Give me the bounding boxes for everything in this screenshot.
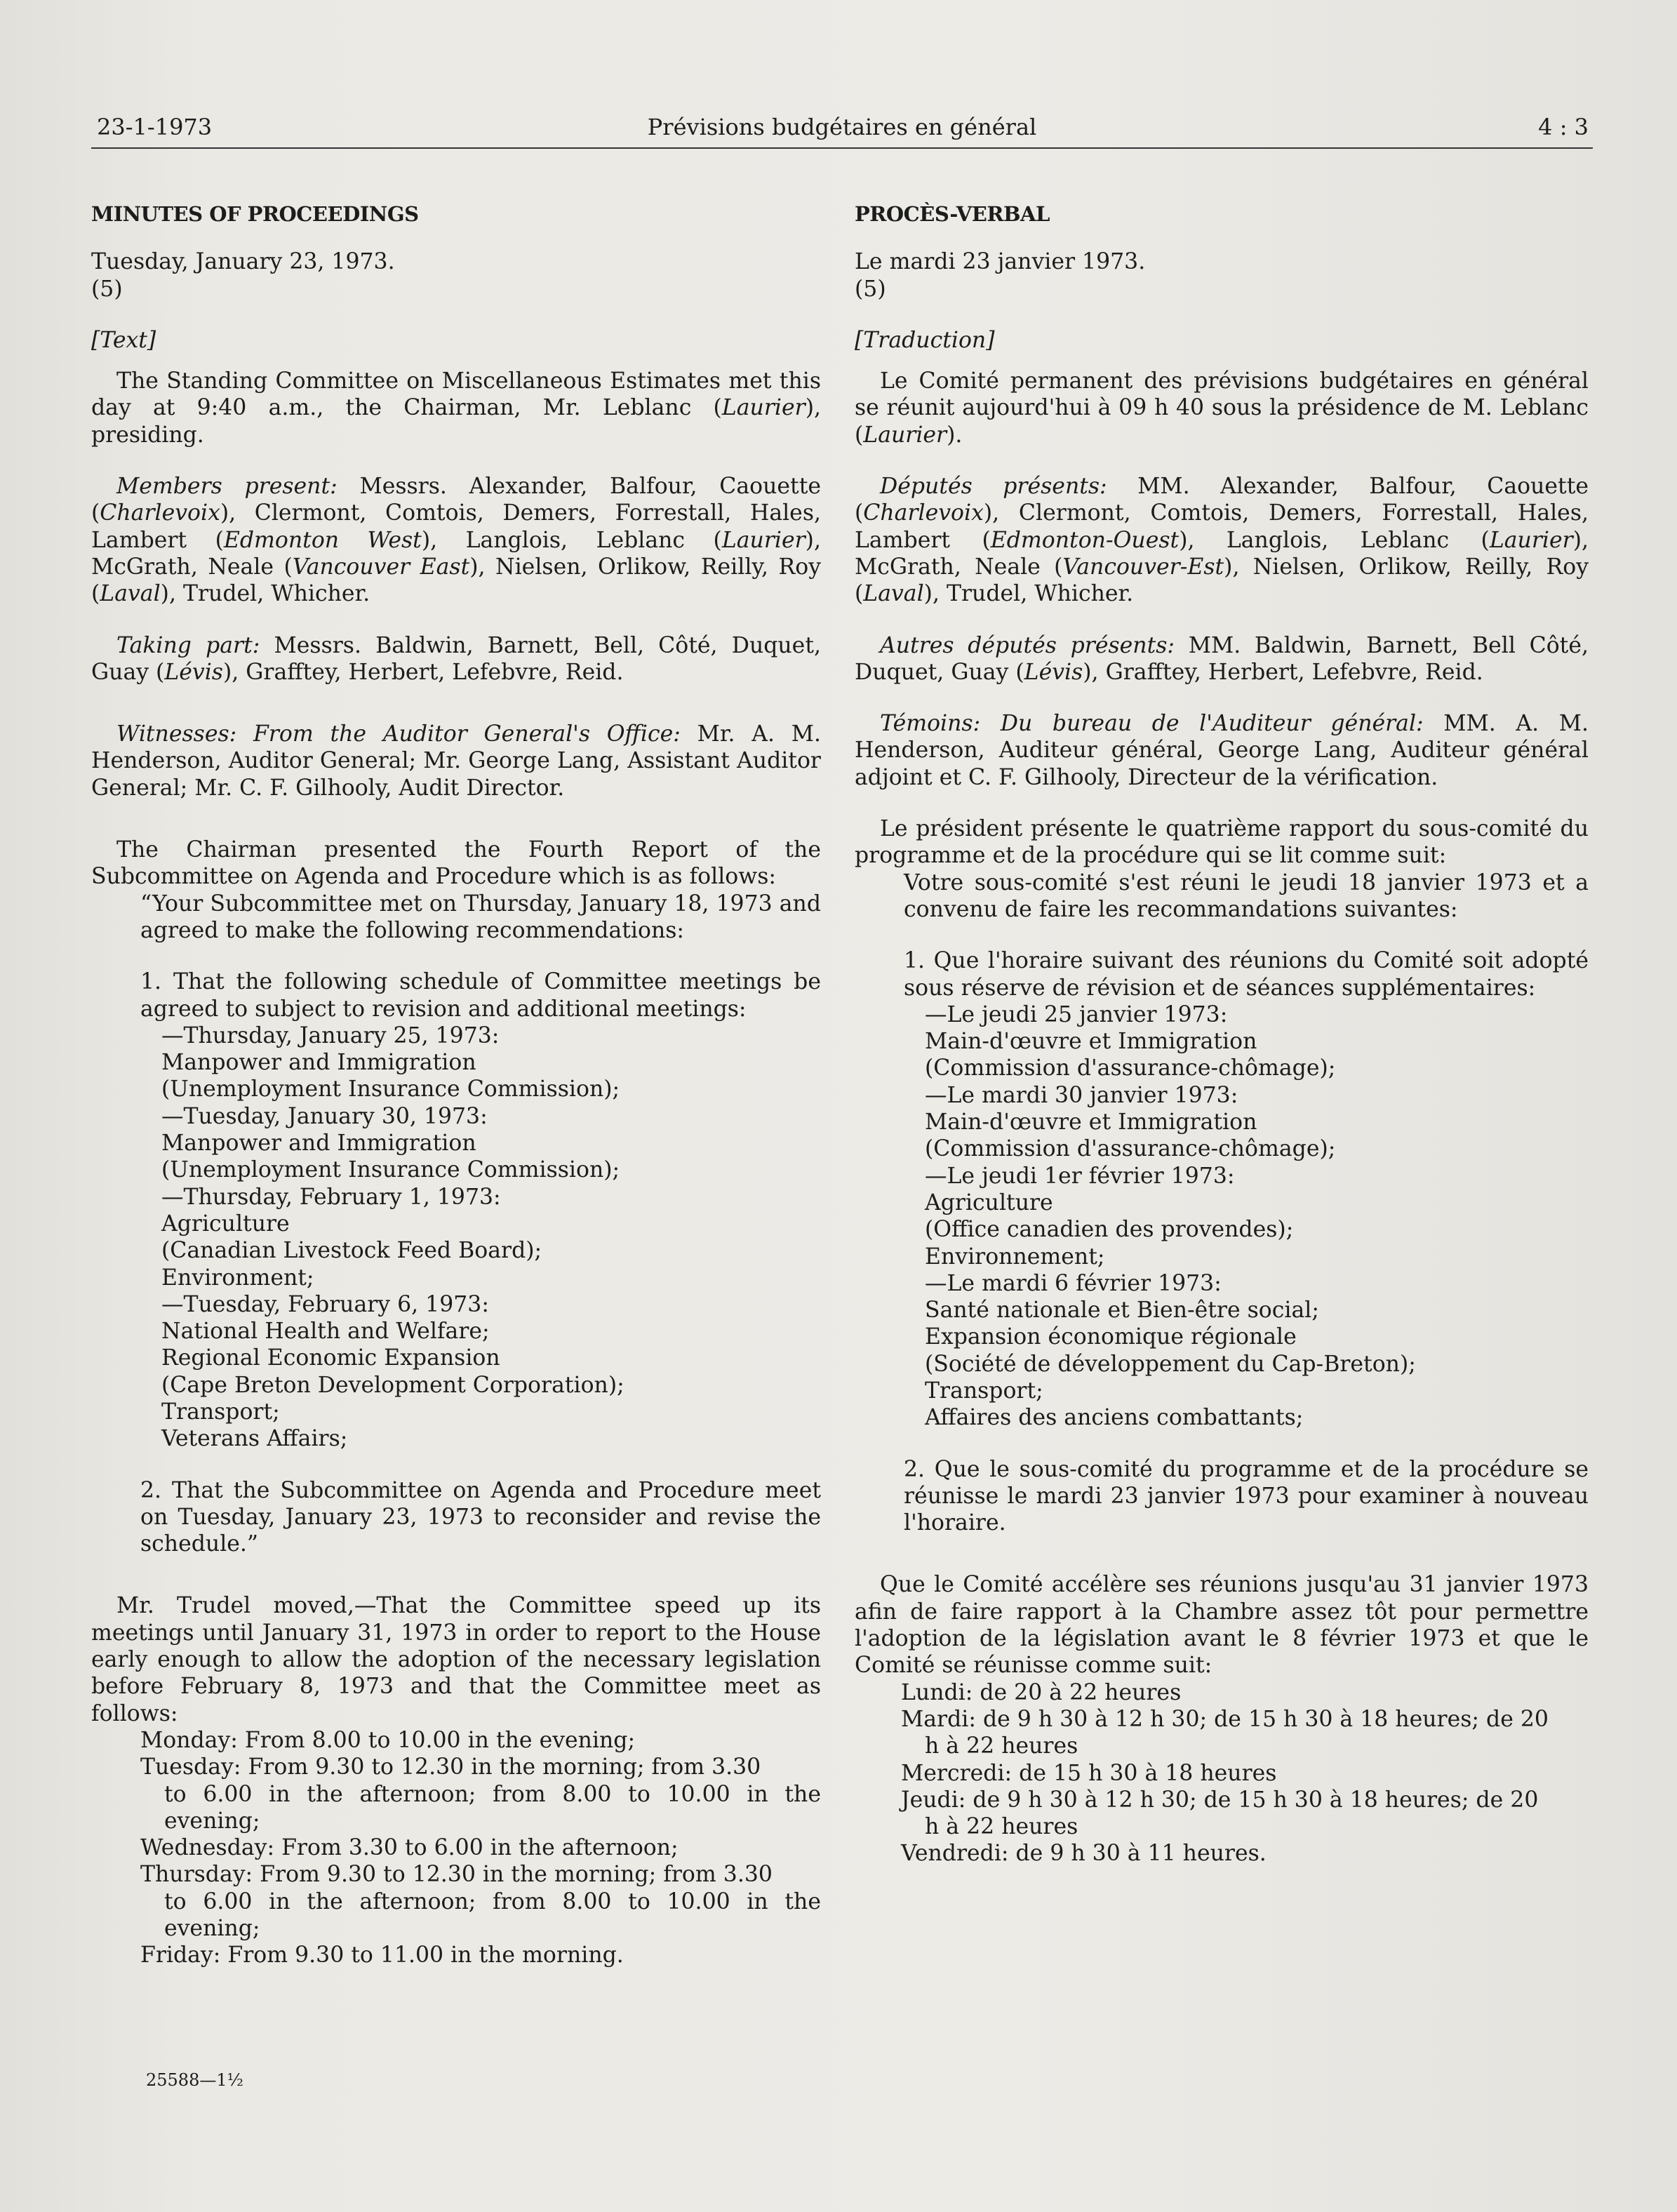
french-witnesses: Témoins: Du bureau de l'Auditeur général: MM. A. M. Henderson, Auditeur général, George Lang, Auditeur général adjoint et C. F. Gilhooly, Directeur de la vérification. [855,711,1589,790]
french-report-intro: Le président présente le quatrième rapport du sous-comité du programme et de la procédure qui se lit comme suit: [855,816,1589,869]
english-members-present: Members present: Messrs. Alexander, Balfour, Caouette (Charlevoix), Clermont, Comtois, Demers, Forrestall, Hales, Lambert (Edmonton West), Langlois, Leblanc (Laurier), McGrath, Neale (Vancouver East), Nielsen, Orlikow, Reilly, Roy (Laval), Trudel, Whicher. [91,474,821,607]
schedule-line: —Le mardi 30 janvier 1973: [925,1082,1238,1108]
meeting-time: Tuesday: From 9.30 to 12.30 in the morning; from 3.30 to 6.00 in the afternoon; from 8.00 to 10.00 in the evening; [140,1754,821,1834]
page-header [91,111,1593,149]
english-motion: Mr. Trudel moved,—That the Committee speed up its meetings until January 31, 1973 in order to report to the House early enough to allow the adoption of the necessary legislation before February 8, 1973 and that the Committee meet as follows: [91,1593,821,1726]
schedule-line: National Health and Welfare; [161,1319,490,1345]
english-meeting-times [140,1727,821,1969]
french-meeting-times [901,1679,1589,1867]
french-heading: PROCÈS-VERBAL [855,202,1050,226]
schedule-line: —Le mardi 6 février 1973: [925,1270,1222,1296]
schedule-line: —Le jeudi 25 janvier 1973: [925,1001,1228,1027]
french-recommendation-2: 2. Que le sous-comité du programme et de la procédure se réunisse le mardi 23 janvier 1973 pour examiner à nouveau l'horaire. [904,1456,1589,1536]
schedule-line: (Unemployment Insurance Commission); [161,1077,620,1102]
schedule-line: Regional Economic Expansion [161,1345,500,1371]
french-recommendation-1: 1. Que l'horaire suivant des réunions du Comité soit adopté sous réserve de révision et de séances supplémentaires: [904,948,1589,1001]
header-title: Prévisions budgétaires en général [647,114,1037,140]
header-date: 23-1-1973 [97,114,213,140]
header-page-number: 4 : 3 [1538,114,1589,140]
english-report-intro: The Chairman presented the Fourth Report of the Subcommittee on Agenda and Procedure which is as follows: [91,837,821,890]
english-date: Tuesday, January 23, 1973. [91,249,395,275]
english-witnesses: Witnesses: From the Auditor General's Office: Mr. A. M. Henderson, Auditor General; Mr. George Lang, Assistant Auditor General; Mr. C. F. Gilhooly, Audit Director. [91,721,821,801]
english-recommendation-1: 1. That the following schedule of Committee meetings be agreed to subject to revision and additional meetings: [140,969,821,1022]
french-opening: Le Comité permanent des prévisions budgétaires en général se réunit aujourd'hui à 09 h 40 sous la présidence de M. Leblanc (Laurier). [855,368,1589,448]
schedule-line: (Société de développement du Cap-Breton); [925,1351,1416,1377]
schedule-line: Agriculture [925,1190,1053,1215]
schedule-line: Manpower and Immigration [161,1050,476,1076]
schedule-line: (Unemployment Insurance Commission); [161,1157,620,1183]
schedule-line: Main-d'œuvre et Immigration [925,1029,1257,1055]
schedule-line: Agriculture [161,1211,290,1237]
schedule-line: Affaires des anciens combattants; [925,1405,1304,1431]
french-text-marker: [Traduction] [855,327,995,353]
meeting-time: Mercredi: de 15 h 30 à 18 heures [901,1760,1277,1786]
english-schedule [161,1022,821,1453]
schedule-line: —Le jeudi 1er février 1973: [925,1163,1235,1189]
schedule-line: (Canadian Livestock Feed Board); [161,1238,542,1264]
english-heading: MINUTES OF PROCEEDINGS [91,202,419,226]
meeting-time: Vendredi: de 9 h 30 à 11 heures. [901,1841,1267,1867]
schedule-line: —Tuesday, February 6, 1973: [161,1291,489,1317]
french-column [855,201,1589,1867]
french-members-present: Députés présents: MM. Alexander, Balfour, Caouette (Charlevoix), Clermont, Comtois, Demers, Forrestall, Hales, Lambert (Edmonton-Ouest), Langlois, Leblanc (Laurier), McGrath, Neale (Vancouver-Est), Nielsen, Orlikow, Reilly, Roy (Laval), Trudel, Whicher. [855,474,1589,607]
schedule-line: Expansion économique régionale [925,1324,1297,1350]
schedule-line: Veterans Affairs; [161,1426,348,1452]
english-opening: The Standing Committee on Miscellaneous Estimates met this day at 9:40 a.m., the Chairman, Mr. Leblanc (Laurier), presiding. [91,368,821,448]
meeting-time: Wednesday: From 3.30 to 6.00 in the afternoon; [140,1835,679,1861]
schedule-line: —Tuesday, January 30, 1973: [161,1103,488,1129]
schedule-line: Environnement; [925,1244,1105,1270]
meeting-time: Jeudi: de 9 h 30 à 12 h 30; de 15 h 30 à 18 heures; de 20 h à 22 heures [901,1787,1539,1840]
french-schedule [925,1001,1589,1432]
english-text-marker: [Text] [91,327,156,353]
schedule-line: (Commission d'assurance-chômage); [925,1136,1336,1162]
schedule-line: Main-d'œuvre et Immigration [925,1110,1257,1135]
schedule-line: (Commission d'assurance-chômage); [925,1055,1336,1081]
schedule-line: Environment; [161,1265,314,1291]
schedule-line: Transport; [925,1378,1043,1404]
meeting-time: Mardi: de 9 h 30 à 12 h 30; de 15 h 30 à 18 heures; de 20 h à 22 heures [901,1706,1549,1759]
french-taking-part: Autres députés présents: MM. Baldwin, Barnett, Bell Côté, Duquet, Guay (Lévis), Grafftey, Herbert, Lefebvre, Reid. [855,632,1589,685]
schedule-line: Manpower and Immigration [161,1131,476,1157]
meeting-time: Thursday: From 9.30 to 12.30 in the morning; from 3.30 to 6.00 in the afternoon; from 8.00 to 10.00 in the evening; [140,1862,821,1942]
english-column [91,201,821,1969]
french-report-quote: Votre sous-comité s'est réuni le jeudi 18 janvier 1973 et a convenu de faire les recommandations suivantes: [904,870,1589,922]
schedule-line: (Office canadien des provendes); [925,1217,1294,1243]
printer-footnote: 25588—1½ [146,2070,243,2090]
french-number: (5) [855,276,886,302]
meeting-time: Lundi: de 20 à 22 heures [901,1679,1182,1705]
schedule-line: (Cape Breton Development Corporation); [161,1372,624,1398]
french-motion: Que le Comité accélère ses réunions jusqu'au 31 janvier 1973 afin de faire rapport à la Chambre assez tôt pour permettre l'adoption de la législation avant le 8 février 1973 et que le Comité se réunisse comme suit: [855,1572,1589,1679]
schedule-line: Santé nationale et Bien-être social; [925,1298,1319,1324]
meeting-time: Friday: From 9.30 to 11.00 in the morning. [140,1943,624,1968]
english-number: (5) [91,276,123,302]
english-recommendation-2: 2. That the Subcommittee on Agenda and Procedure meet on Tuesday, January 23, 1973 to reconsider and revise the schedule.” [140,1477,821,1557]
schedule-line: —Thursday, January 25, 1973: [161,1022,500,1048]
french-date: Le mardi 23 janvier 1973. [855,249,1146,275]
english-taking-part: Taking part: Messrs. Baldwin, Barnett, Bell, Côté, Duquet, Guay (Lévis), Grafftey, Herbert, Lefebvre, Reid. [91,632,821,685]
schedule-line: —Thursday, February 1, 1973: [161,1184,501,1210]
meeting-time: Monday: From 8.00 to 10.00 in the evening; [140,1727,636,1753]
english-report-quote: “Your Subcommittee met on Thursday, January 18, 1973 and agreed to make the following recommendations: [140,891,821,943]
schedule-line: Transport; [161,1399,280,1425]
